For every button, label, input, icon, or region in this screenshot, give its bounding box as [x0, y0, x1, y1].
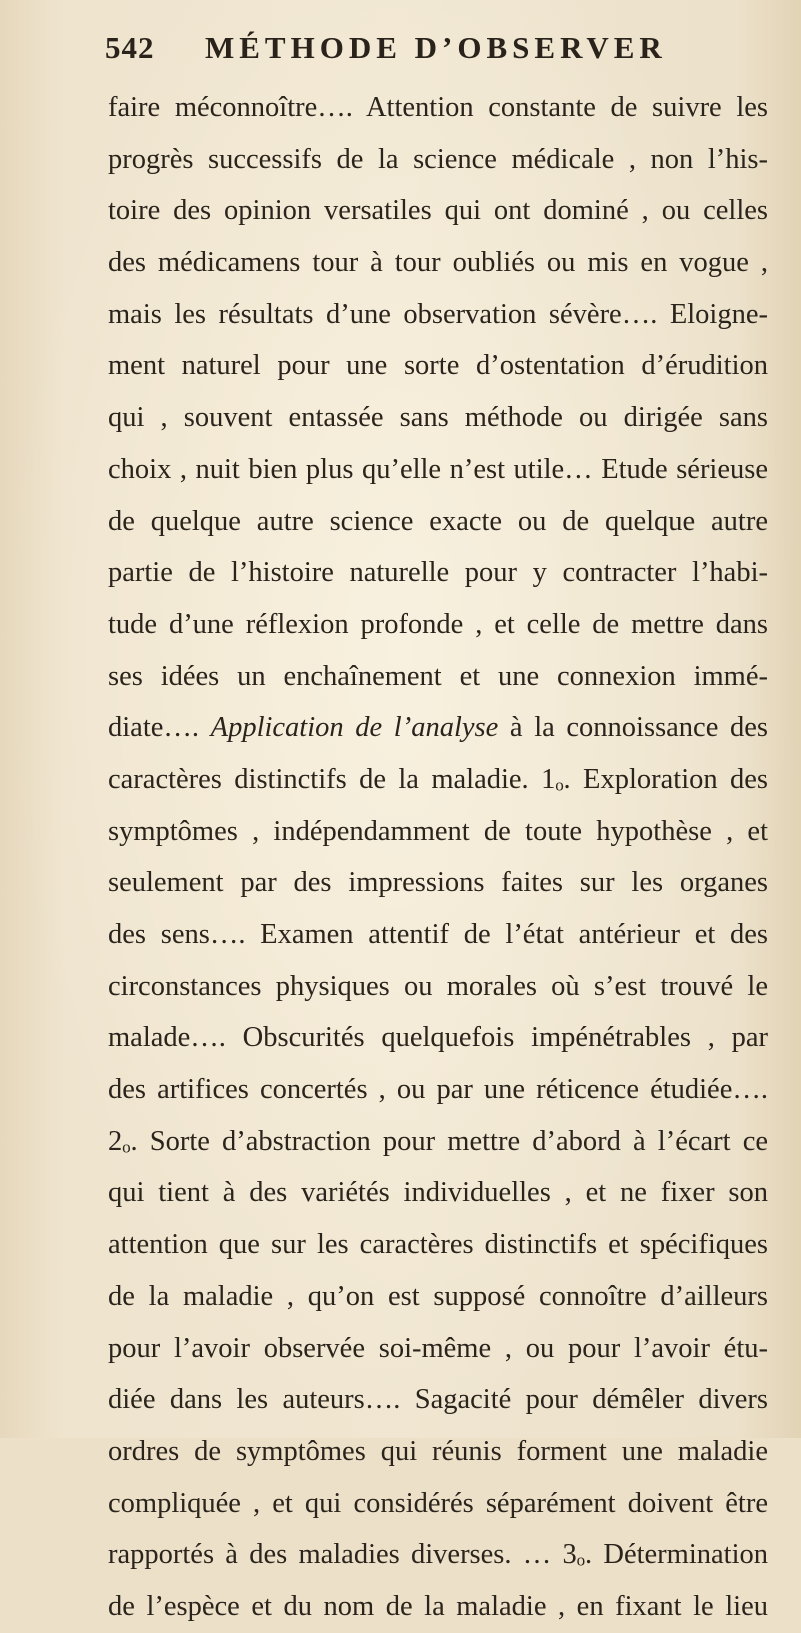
text-line: caractères distinctifs de la maladie. 1ₒ. Exploration des: [108, 763, 768, 795]
text-line: attention que sur les caractères distinctifs et spécifiques: [108, 1229, 768, 1261]
text-line: 2ₒ. Sorte d’abstraction pour mettre d’abord à l’écart ce: [108, 1125, 768, 1157]
text-line: tude d’une réflexion profonde , et celle de mettre dans: [108, 608, 768, 640]
page-number: 542: [105, 30, 155, 65]
text-line: toire des opinion versatiles qui ont dominé , ou celles: [108, 195, 768, 227]
text-line: circonstances physiques ou morales où s’est trouvé le: [108, 970, 768, 1002]
text-line: rapportés à des maladies diverses. … 3ₒ. Détermination: [108, 1539, 768, 1571]
italic-phrase: Application de l’analyse: [210, 712, 499, 744]
text-line: diée dans les auteurs…. Sagacité pour démêler divers: [108, 1384, 768, 1416]
running-title: MÉTHODE D’OBSERVER: [205, 30, 667, 65]
body-text: [108, 82, 768, 1633]
text-line: ment naturel pour une sorte d’ostentation d’érudition: [108, 350, 768, 382]
text-line: de la maladie , qu’on est supposé connoître d’ailleurs: [108, 1280, 768, 1312]
text-line: des artifices concertés , ou par une réticence étudiée….: [108, 1074, 768, 1106]
text-line: des sens…. Examen attentif de l’état antérieur et des: [108, 919, 768, 950]
text-line: qui , souvent entassée sans méthode ou dirigée sans: [108, 402, 768, 434]
text-line: progrès successifs de la science médicale , non l’his-: [108, 143, 768, 175]
text-line: seulement par des impressions faites sur les organes: [108, 867, 768, 899]
text-line: mais les résultats d’une observation sévère…. Eloigne-: [108, 298, 768, 330]
text-line: ordres de symptômes qui réunis forment une maladie: [108, 1435, 768, 1467]
text-line: symptômes , indépendamment de toute hypothèse , et: [108, 815, 768, 847]
text-line: partie de l’histoire naturelle pour y contracter l’habi-: [108, 557, 768, 589]
text-line: pour l’avoir observée soi-même , ou pour l’avoir étu-: [108, 1332, 768, 1364]
text-segment: à la connoissance des: [498, 712, 768, 744]
text-line: de l’espèce et du nom de la maladie , en fixant le lieu: [108, 1590, 768, 1622]
text-line: compliquée , et qui considérés séparément doivent être: [108, 1487, 768, 1519]
text-line: faire méconnoître…. Attention constante de suivre les: [108, 92, 768, 123]
text-line: qui tient à des variétés individuelles , et ne fixer son: [108, 1177, 768, 1209]
text-line: choix , nuit bien plus qu’elle n’est utile… Etude sérieuse: [108, 453, 768, 485]
text-line: ses idées un enchaînement et une connexion immé-: [108, 660, 768, 692]
text-segment: diate….: [108, 712, 211, 744]
text-line: de quelque autre science exacte ou de quelque autre: [108, 505, 768, 537]
running-head: [105, 30, 765, 74]
text-line-mixed: [108, 702, 768, 754]
text-line: malade…. Obscurités quelquefois impénétrables , par: [108, 1022, 768, 1054]
text-line: des médicamens tour à tour oubliés ou mis en vogue ,: [108, 247, 768, 279]
